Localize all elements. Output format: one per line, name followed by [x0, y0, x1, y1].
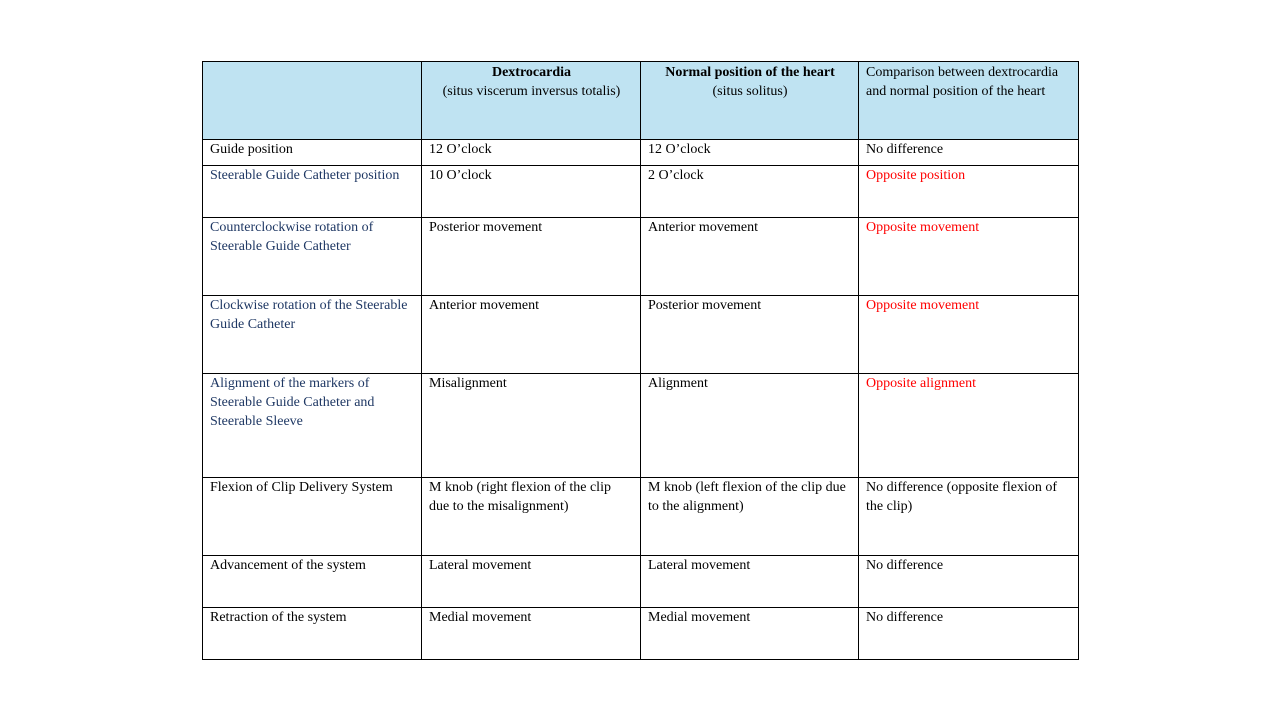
cell-normal: Anterior movement: [641, 218, 859, 296]
cell-dextrocardia: M knob (right flexion of the clip due to the misalignment): [422, 478, 641, 556]
cell-normal: Alignment: [641, 374, 859, 478]
table-row: [203, 296, 1079, 374]
cell-comparison: Opposite alignment: [859, 374, 1079, 478]
cell-comparison: Opposite movement: [859, 218, 1079, 296]
comparison-table: [202, 61, 1079, 660]
table-row: [203, 166, 1079, 218]
table-header-row: [203, 62, 1079, 140]
row-label: Flexion of Clip Delivery System: [203, 478, 422, 556]
table-row: [203, 608, 1079, 660]
cell-comparison: No difference: [859, 140, 1079, 166]
cell-comparison: No difference: [859, 556, 1079, 608]
header-dextrocardia: [422, 62, 641, 140]
cell-normal: M knob (left flexion of the clip due to the alignment): [641, 478, 859, 556]
cell-normal: Medial movement: [641, 608, 859, 660]
cell-comparison: No difference (opposite flexion of the clip): [859, 478, 1079, 556]
cell-dextrocardia: Misalignment: [422, 374, 641, 478]
header-normal-position: [641, 62, 859, 140]
cell-dextrocardia: 10 O’clock: [422, 166, 641, 218]
header-normal-title: Normal position of the heart: [665, 65, 835, 80]
row-label: Clockwise rotation of the Steerable Guide Catheter: [203, 296, 422, 374]
cell-comparison: Opposite movement: [859, 296, 1079, 374]
header-empty-cell: [203, 62, 422, 140]
cell-dextrocardia: Posterior movement: [422, 218, 641, 296]
cell-normal: 12 O’clock: [641, 140, 859, 166]
row-label: Alignment of the markers of Steerable Guide Catheter and Steerable Sleeve: [203, 374, 422, 478]
row-label: Steerable Guide Catheter position: [203, 166, 422, 218]
cell-normal: 2 O’clock: [641, 166, 859, 218]
table-row: [203, 478, 1079, 556]
table-row: [203, 218, 1079, 296]
row-label: Counterclockwise rotation of Steerable Guide Catheter: [203, 218, 422, 296]
cell-dextrocardia: Lateral movement: [422, 556, 641, 608]
cell-normal: Posterior movement: [641, 296, 859, 374]
cell-dextrocardia: 12 O’clock: [422, 140, 641, 166]
row-label: Guide position: [203, 140, 422, 166]
cell-dextrocardia: Medial movement: [422, 608, 641, 660]
cell-comparison: No difference: [859, 608, 1079, 660]
cell-normal: Lateral movement: [641, 556, 859, 608]
header-dextrocardia-subtitle: (situs viscerum inversus totalis): [442, 84, 621, 99]
header-normal-subtitle: (situs solitus): [712, 84, 788, 99]
row-label: Retraction of the system: [203, 608, 422, 660]
table-row: [203, 374, 1079, 478]
cell-comparison: Opposite position: [859, 166, 1079, 218]
table-row: [203, 556, 1079, 608]
header-comparison: Comparison between dextrocardia and normal position of the heart: [859, 62, 1079, 140]
row-label: Advancement of the system: [203, 556, 422, 608]
header-dextrocardia-title: Dextrocardia: [491, 65, 572, 80]
table-row: [203, 140, 1079, 166]
cell-dextrocardia: Anterior movement: [422, 296, 641, 374]
